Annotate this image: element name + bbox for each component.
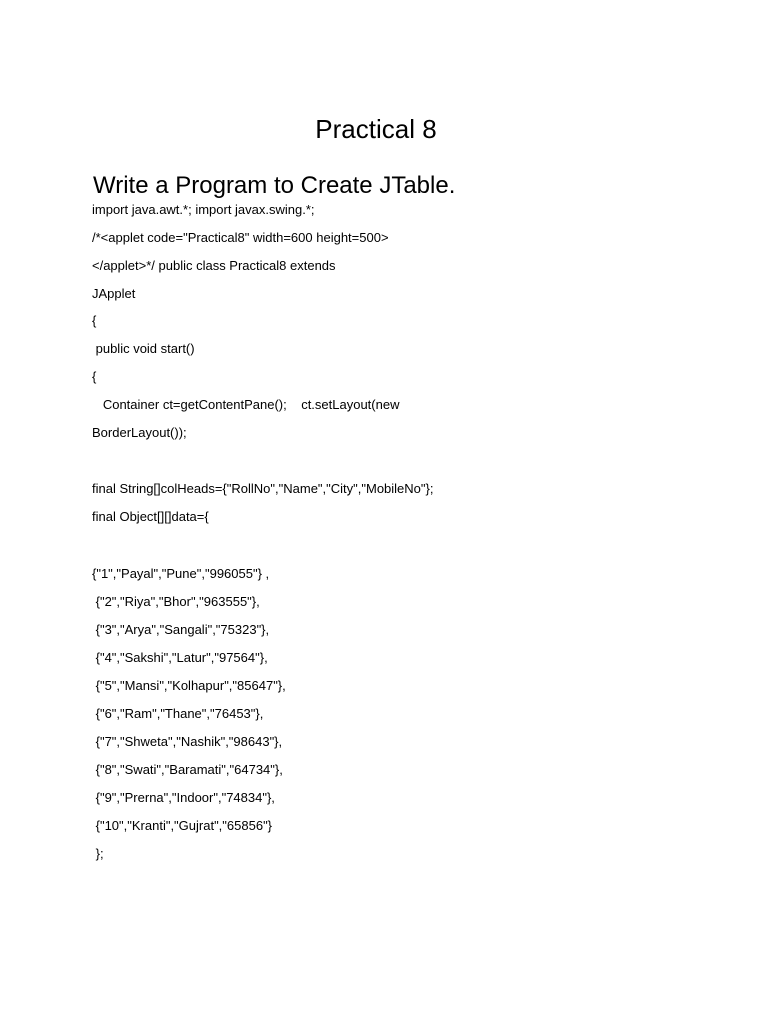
page-title: Practical 8 — [315, 114, 437, 144]
code-line: import java.awt.*; import javax.swing.*; — [92, 202, 315, 217]
code-line: public void start() — [92, 341, 195, 356]
code-line: {"7","Shweta","Nashik","98643"}, — [92, 734, 283, 749]
code-line: { — [92, 313, 97, 328]
code-line: {"6","Ram","Thane","76453"}, — [92, 706, 264, 721]
code-line: /*<applet code="Practical8" width=600 height=500> — [92, 230, 389, 245]
code-line: JApplet — [92, 286, 136, 301]
code-line: {"10","Kranti","Gujrat","65856"} — [92, 818, 273, 833]
program-heading: Write a Program to Create JTable. — [93, 172, 456, 199]
code-line: final Object[][]data={ — [92, 509, 209, 524]
code-line: {"5","Mansi","Kolhapur","85647"}, — [92, 678, 286, 693]
code-line: {"1","Payal","Pune","996055"} , — [92, 566, 270, 581]
code-line: {"2","Riya","Bhor","963555"}, — [92, 594, 260, 609]
code-line: }; — [92, 846, 104, 861]
code-line: { — [92, 369, 97, 384]
code-line: BorderLayout()); — [92, 425, 187, 440]
code-line: final String[]colHeads={"RollNo","Name","City","MobileNo"}; — [92, 481, 434, 496]
code-line: {"3","Arya","Sangali","75323"}, — [92, 622, 270, 637]
code-line: Container ct=getContentPane(); ct.setLayout(new — [92, 397, 400, 412]
code-line: {"8","Swati","Baramati","64734"}, — [92, 762, 283, 777]
code-line: </applet>*/ public class Practical8 extends — [92, 258, 336, 273]
code-line: {"9","Prerna","Indoor","74834"}, — [92, 790, 275, 805]
code-line: {"4","Sakshi","Latur","97564"}, — [92, 650, 268, 665]
